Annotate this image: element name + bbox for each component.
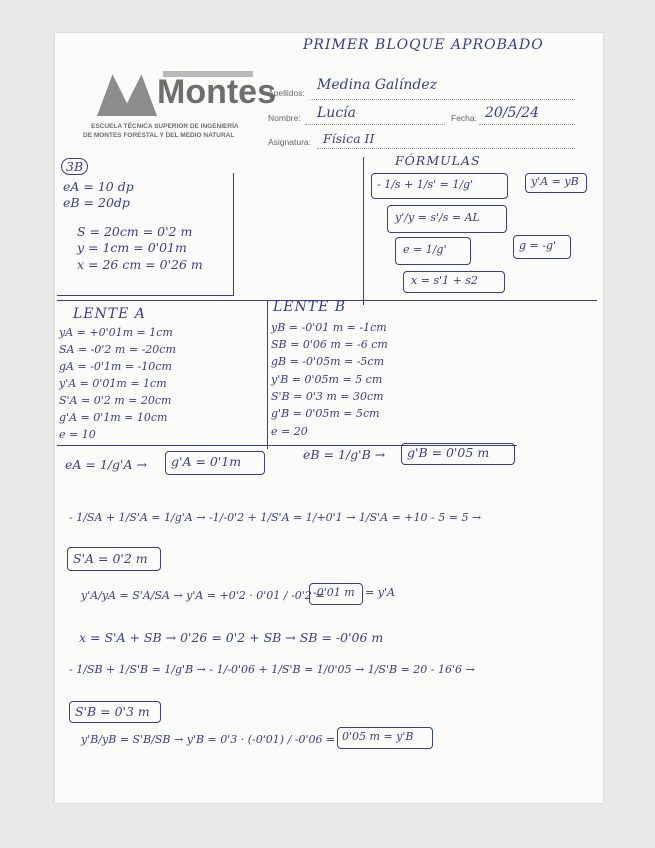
data-line-2: eB = 20dp: [63, 195, 130, 210]
exam-sheet: [55, 33, 603, 803]
work-row4-box: -0'01 m: [313, 586, 355, 599]
apellidos-label: Apellidos:: [268, 88, 305, 98]
work-row2: - 1/SA + 1/S'A = 1/g'A → -1/-0'2 + 1/S'A = 1/+0'1 → 1/S'A = +10 - 5 = 5 →: [69, 511, 482, 524]
lente-b-line-4: y'B = 0'05m = 5 cm: [271, 373, 383, 386]
work-row1-right-box: g'B = 0'05 m: [407, 445, 490, 460]
formula-3: e = 1/g': [403, 243, 447, 256]
formulas-title: FÓRMULAS: [395, 153, 481, 168]
work-row1-left: eA = 1/g'A →: [65, 457, 147, 472]
asignatura-value: Física II: [323, 131, 375, 146]
school-name-line2: DE MONTES FORESTAL Y DEL MEDIO NATURAL: [83, 132, 235, 139]
formula-4: x = s'1 + s2: [411, 274, 478, 287]
lente-a-line-4: y'A = 0'01m = 1cm: [59, 377, 167, 390]
work-row6: - 1/SB + 1/S'B = 1/g'B → - 1/-0'06 + 1/S'B = 1/0'05 → 1/S'B = 20 - 16'6 →: [69, 663, 475, 676]
data-box-bottom-border: [57, 295, 234, 296]
lente-a-line-3: gA = -0'1m = -10cm: [59, 360, 172, 373]
lente-b-title: LENTE B: [273, 299, 347, 315]
lente-a-line-2: SA = -0'2 m = -20cm: [59, 343, 176, 356]
logo-wordmark: Montes: [157, 73, 276, 111]
work-row1-right: eB = 1/g'B →: [303, 447, 386, 462]
data-line-1: eA = 10 dp: [63, 179, 134, 194]
formula-2: y'/y = s'/s = AL: [395, 211, 480, 224]
lente-b-line-3: gB = -0'05m = -5cm: [271, 355, 385, 368]
work-row7-box: S'B = 0'3 m: [75, 704, 150, 719]
lente-a-line-1: yA = +0'01m = 1cm: [59, 326, 173, 339]
formula-divider: [363, 157, 364, 305]
data-box-right-border: [233, 173, 234, 295]
problem-number: 3B: [61, 158, 88, 175]
exam-result-title: PRIMER BLOQUE APROBADO: [303, 37, 544, 53]
data-line-3: S = 20cm = 0'2 m: [77, 224, 193, 239]
work-row4: y'A/yA = S'A/SA → y'A = +0'2 · 0'01 / -0'2 =: [81, 589, 325, 602]
work-row1-box: g'A = 0'1m: [171, 454, 242, 469]
fecha-label: Fecha:: [451, 113, 477, 123]
lens-divider: [267, 301, 268, 449]
work-row5: x = S'A + SB → 0'26 = 0'2 + SB → SB = -0'06 m: [79, 630, 384, 645]
school-name-line1: ESCUELA TÉCNICA SUPERIOR DE INGENIERÍA: [91, 123, 239, 130]
work-row8: y'B/yB = S'B/SB → y'B = 0'3 · (-0'01) / -0'06 =: [81, 733, 336, 746]
lente-a-line-7: e = 10: [59, 428, 96, 441]
work-row3-box: S'A = 0'2 m: [73, 551, 148, 566]
apellidos-line: [310, 99, 575, 100]
lente-b-line-5: S'B = 0'3 m = 30cm: [271, 390, 384, 403]
work-row8-box: 0'05 m = y'B: [342, 730, 414, 743]
nombre-label: Nombre:: [268, 113, 301, 123]
nombre-value: Lucía: [317, 105, 356, 121]
lente-b-line-1: yB = -0'01 m = -1cm: [271, 321, 387, 334]
formula-side-1: y'A = yB: [531, 175, 579, 188]
asignatura-line: [317, 148, 575, 149]
lente-b-line-2: SB = 0'06 m = -6 cm: [271, 338, 388, 351]
work-row4-tail: = y'A: [365, 586, 395, 599]
apellidos-value: Medina Galíndez: [317, 77, 437, 93]
fecha-line: [479, 124, 575, 125]
asignatura-label: Asignatura:: [268, 137, 311, 147]
lente-a-line-6: g'A = 0'1m = 10cm: [59, 411, 168, 424]
lente-a-title: LENTE A: [73, 306, 146, 322]
lente-b-line-7: e = 20: [271, 425, 308, 438]
lente-a-line-5: S'A = 0'2 m = 20cm: [59, 394, 172, 407]
data-line-5: x = 26 cm = 0'26 m: [77, 257, 203, 272]
fecha-value: 20/5/24: [485, 105, 539, 121]
data-line-4: y = 1cm = 0'01m: [77, 240, 187, 255]
formula-1: - 1/s + 1/s' = 1/g': [377, 178, 474, 191]
nombre-line: [305, 124, 445, 125]
formula-side-2: g = -g': [519, 239, 557, 252]
lente-b-line-6: g'B = 0'05m = 5cm: [271, 407, 380, 420]
